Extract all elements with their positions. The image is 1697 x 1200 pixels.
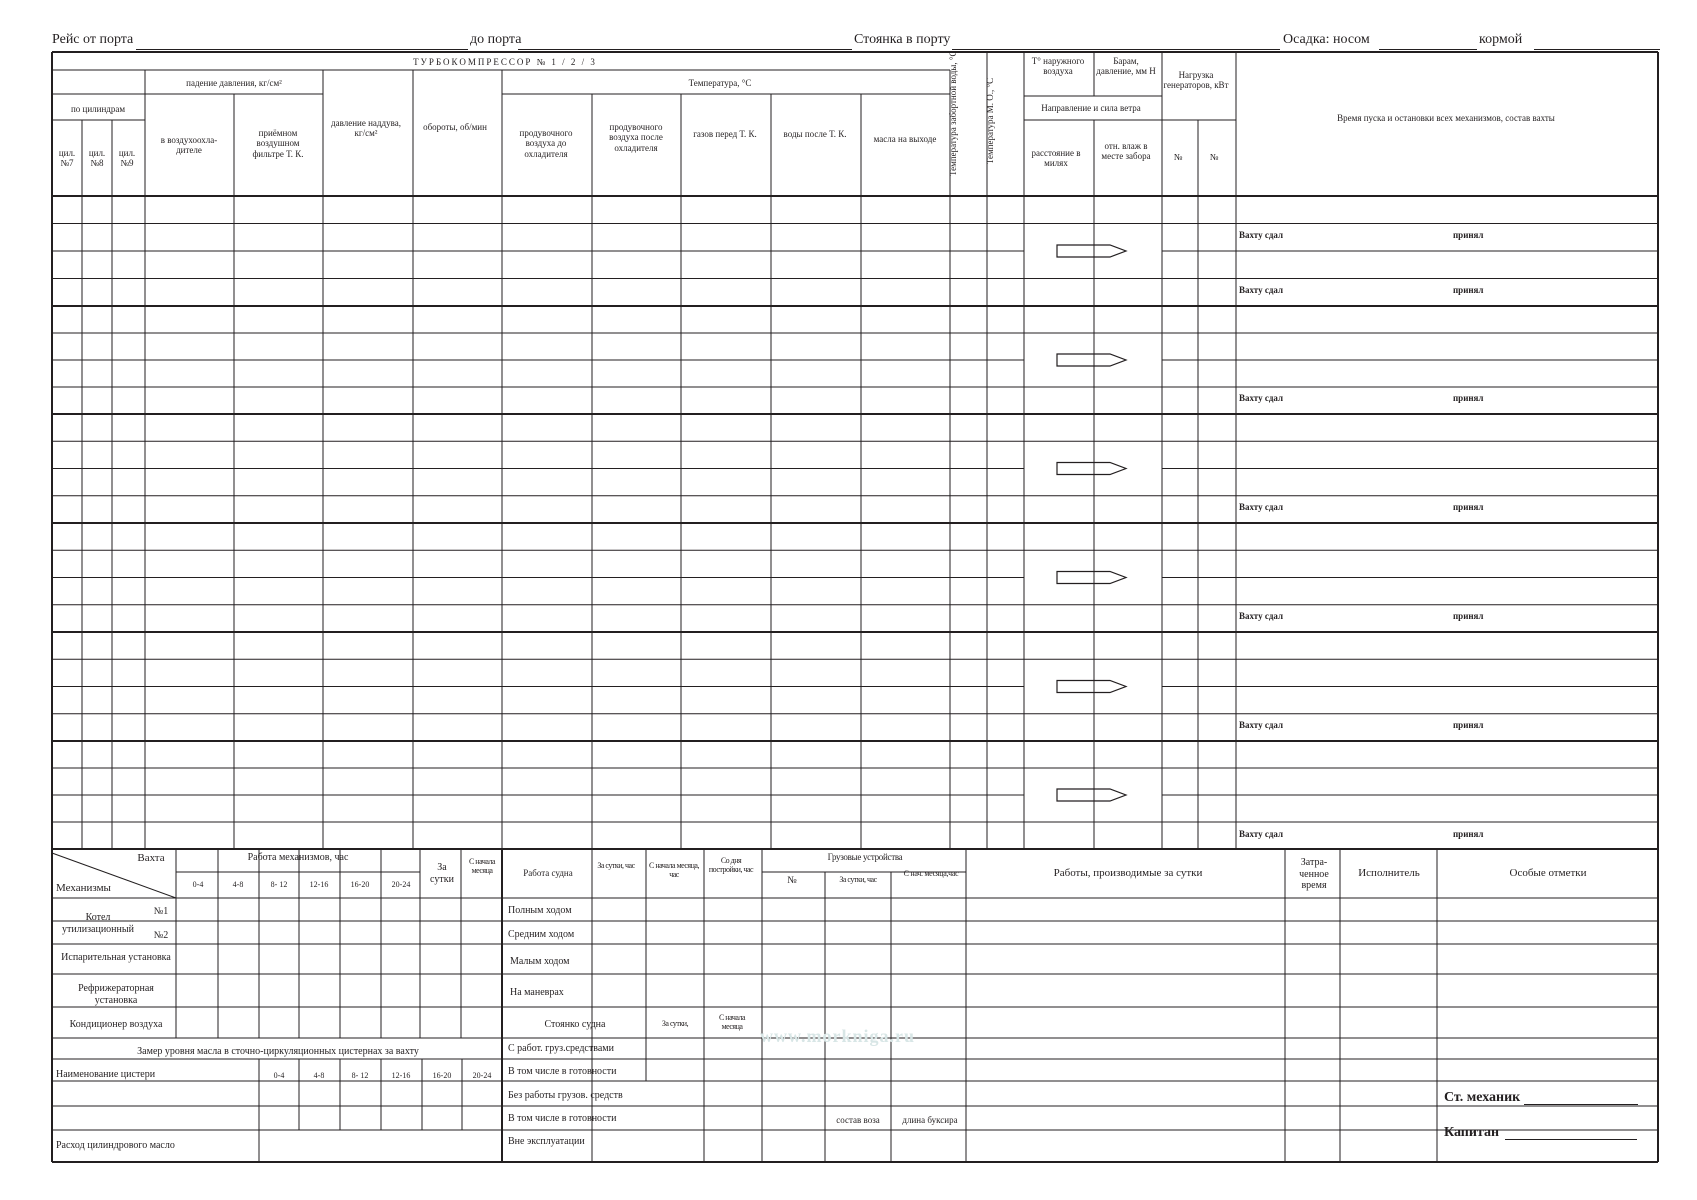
incl-ready2-label: В том числе в готовности: [508, 1113, 617, 1124]
outside-air-label: Т° наружного воздуха: [1031, 56, 1085, 77]
executor-label: Исполнитель: [1358, 867, 1420, 879]
boiler-n2-label: №2: [153, 930, 169, 941]
watch-handed-label: Вахту сдал: [1239, 502, 1284, 512]
from-month-h-label: С начала месяца, час: [649, 861, 699, 880]
maneuver-label: На маневрах: [510, 987, 564, 998]
cyl9-label: цил. №9: [118, 148, 136, 169]
watch-handed-label: Вахту сдал: [1239, 230, 1284, 240]
period-3-label: 12-16: [309, 880, 329, 889]
period-1-label: 4-8: [232, 880, 244, 889]
intake-filter-label: приёмном воздушном фильтре Т. К.: [252, 128, 304, 159]
parking-label: Стоянко судна: [544, 1019, 606, 1030]
tank-period-1-label: 4-8: [313, 1071, 325, 1080]
tank-name-label: Наименование цистери: [56, 1069, 156, 1080]
by-cylinders-label: по цилиндрам: [70, 104, 126, 114]
watch-accepted-label: принял: [1453, 285, 1484, 295]
captain-signature[interactable]: [1505, 1139, 1637, 1140]
scavenge-before-label: продувочного воздуха до охладителя: [519, 128, 573, 159]
tank-period-2-label: 8- 12: [351, 1071, 369, 1080]
distance-label: расстояние в милях: [1031, 148, 1081, 169]
watermark: www.morkniga.ru: [760, 1026, 916, 1046]
cyl8-label: цил. №8: [88, 148, 106, 169]
gas-before-label: газов перед Т. К.: [693, 129, 757, 139]
no-cargo-label: Без работы грузов. средств: [508, 1090, 623, 1101]
per-day-label: За сутки: [430, 862, 454, 885]
rpm-label: обороты, об/мин: [423, 122, 487, 132]
watch-accepted-label: принял: [1453, 502, 1484, 512]
mech-hours-label: Работа механизмов, час: [247, 852, 349, 863]
oil-outlet-label: масла на выходе: [873, 134, 937, 144]
humidity-label: отн. влаж в месте забора: [1101, 141, 1151, 162]
start-times-label: Время пуска и остановки всех механизмов, состав вахты: [1337, 113, 1555, 123]
watch-label: Вахта: [137, 852, 165, 864]
wind-label: Направление и сила ветра: [1041, 103, 1141, 113]
ship-work-label: Работа судна: [523, 868, 573, 878]
voyage-from-label: Рейс от порта: [52, 32, 134, 47]
watch-handed-label: Вахту сдал: [1239, 611, 1284, 621]
tank-period-0-label: 0-4: [273, 1071, 285, 1080]
low-speed-label: Малым ходом: [510, 956, 570, 967]
since-built-label: Со дня постройки, час: [708, 856, 754, 875]
incl-ready-label: В том числе в готовности: [508, 1066, 617, 1077]
cyl7-label: цил. №7: [58, 148, 76, 169]
per-day-h-label: За сутки, час: [597, 861, 635, 870]
gen-num2-label: №: [1209, 152, 1219, 162]
evaporator-label: Испарительная установка: [61, 952, 171, 963]
cargo-num-label: №: [787, 875, 797, 886]
time-spent-label: Затра-ченное время: [1299, 857, 1329, 891]
tow-len-label: длина буксира: [902, 1115, 958, 1125]
me-temp-label: Температура М. О., °С: [985, 77, 995, 165]
tank-period-5-label: 20-24: [472, 1071, 492, 1080]
watch-accepted-label: принял: [1453, 393, 1484, 403]
notes-label: Особые отметки: [1509, 867, 1587, 879]
from-month3-label: С нач. месяца,час: [903, 869, 959, 878]
period-4-label: 16-20: [350, 880, 370, 889]
watch-handed-label: Вахту сдал: [1239, 829, 1284, 839]
tow-comp-label: состав воза: [836, 1115, 880, 1125]
mechanisms-label: Механизмы: [56, 882, 111, 894]
boiler-n1-label: №1: [153, 906, 169, 917]
watch-accepted-label: принял: [1453, 611, 1484, 621]
water-after-label: воды после Т. К.: [783, 129, 847, 139]
watch-accepted-label: принял: [1453, 720, 1484, 730]
scavenge-after-label: продувочного воздуха после охладителя: [609, 122, 663, 153]
cyl-oil-label: Расход цилиндрового масло: [56, 1140, 175, 1151]
aircooler-label: в воздухоохла-дителе: [160, 135, 218, 156]
boost-pressure-label: давление наддува, кг/см²: [331, 118, 401, 139]
chief-engineer-label: Ст. механик: [1444, 1090, 1521, 1105]
mid-speed-label: Средним ходом: [508, 929, 575, 940]
to-port-label: до порта: [470, 32, 522, 47]
watch-handed-label: Вахту сдал: [1239, 285, 1284, 295]
full-speed-label: Полным ходом: [508, 905, 572, 916]
out-service-label: Вне эксплуатации: [508, 1136, 585, 1147]
gen-num1-label: №: [1173, 152, 1183, 162]
pressure-drop-label: падение давления, кг/см²: [186, 78, 282, 88]
temperature-label: Температура, °С: [688, 78, 752, 88]
seawater-temp-label: Температура забортной воды, °С: [948, 50, 958, 176]
draft-stern-label: кормой: [1479, 32, 1523, 47]
works-label: Работы, производимые за сутки: [1053, 867, 1203, 879]
period-5-label: 20-24: [391, 880, 411, 889]
draft-bow-label: Осадка: носом: [1283, 32, 1370, 47]
tank-period-4-label: 16-20: [432, 1071, 452, 1080]
watch-accepted-label: принял: [1453, 829, 1484, 839]
oil-level-label: Замер уровня масла в сточно-циркуляционных цистернах за вахту: [137, 1046, 419, 1057]
from-month2-label: С начала месяца: [718, 1013, 746, 1032]
cargo-gear-label: Грузовые устройства: [827, 852, 903, 862]
per-day2-label: За сутки,: [661, 1019, 689, 1028]
boiler-label: Котел утилизационный: [62, 912, 134, 935]
stay-in-port-label: Стоянка в порту: [854, 32, 951, 47]
with-cargo-label: С работ. груз.средствами: [508, 1043, 614, 1054]
captain-label: Капитан: [1444, 1125, 1500, 1140]
from-month-label: С начала месяца: [468, 857, 496, 876]
aircon-label: Кондиционер воздуха: [69, 1019, 163, 1030]
period-2-label: 8- 12: [270, 880, 288, 889]
watch-handed-label: Вахту сдал: [1239, 393, 1284, 403]
refrigeration-label: Рефрижераторная установка: [78, 983, 154, 1006]
baro-label: Барам, давление, мм Н: [1096, 56, 1156, 77]
chief-engineer-signature[interactable]: [1524, 1104, 1638, 1105]
watch-accepted-label: принял: [1453, 230, 1484, 240]
per-day3-label: За сутки, час: [839, 875, 877, 884]
turbocharger-title: ТУРБОКОМПРЕССОР № 1 / 2 / 3: [413, 57, 597, 67]
watch-handed-label: Вахту сдал: [1239, 720, 1284, 730]
tank-period-3-label: 12-16: [391, 1071, 411, 1080]
period-0-label: 0-4: [192, 880, 204, 889]
gen-load-label: Нагрузка генераторов, кВт: [1163, 70, 1229, 91]
